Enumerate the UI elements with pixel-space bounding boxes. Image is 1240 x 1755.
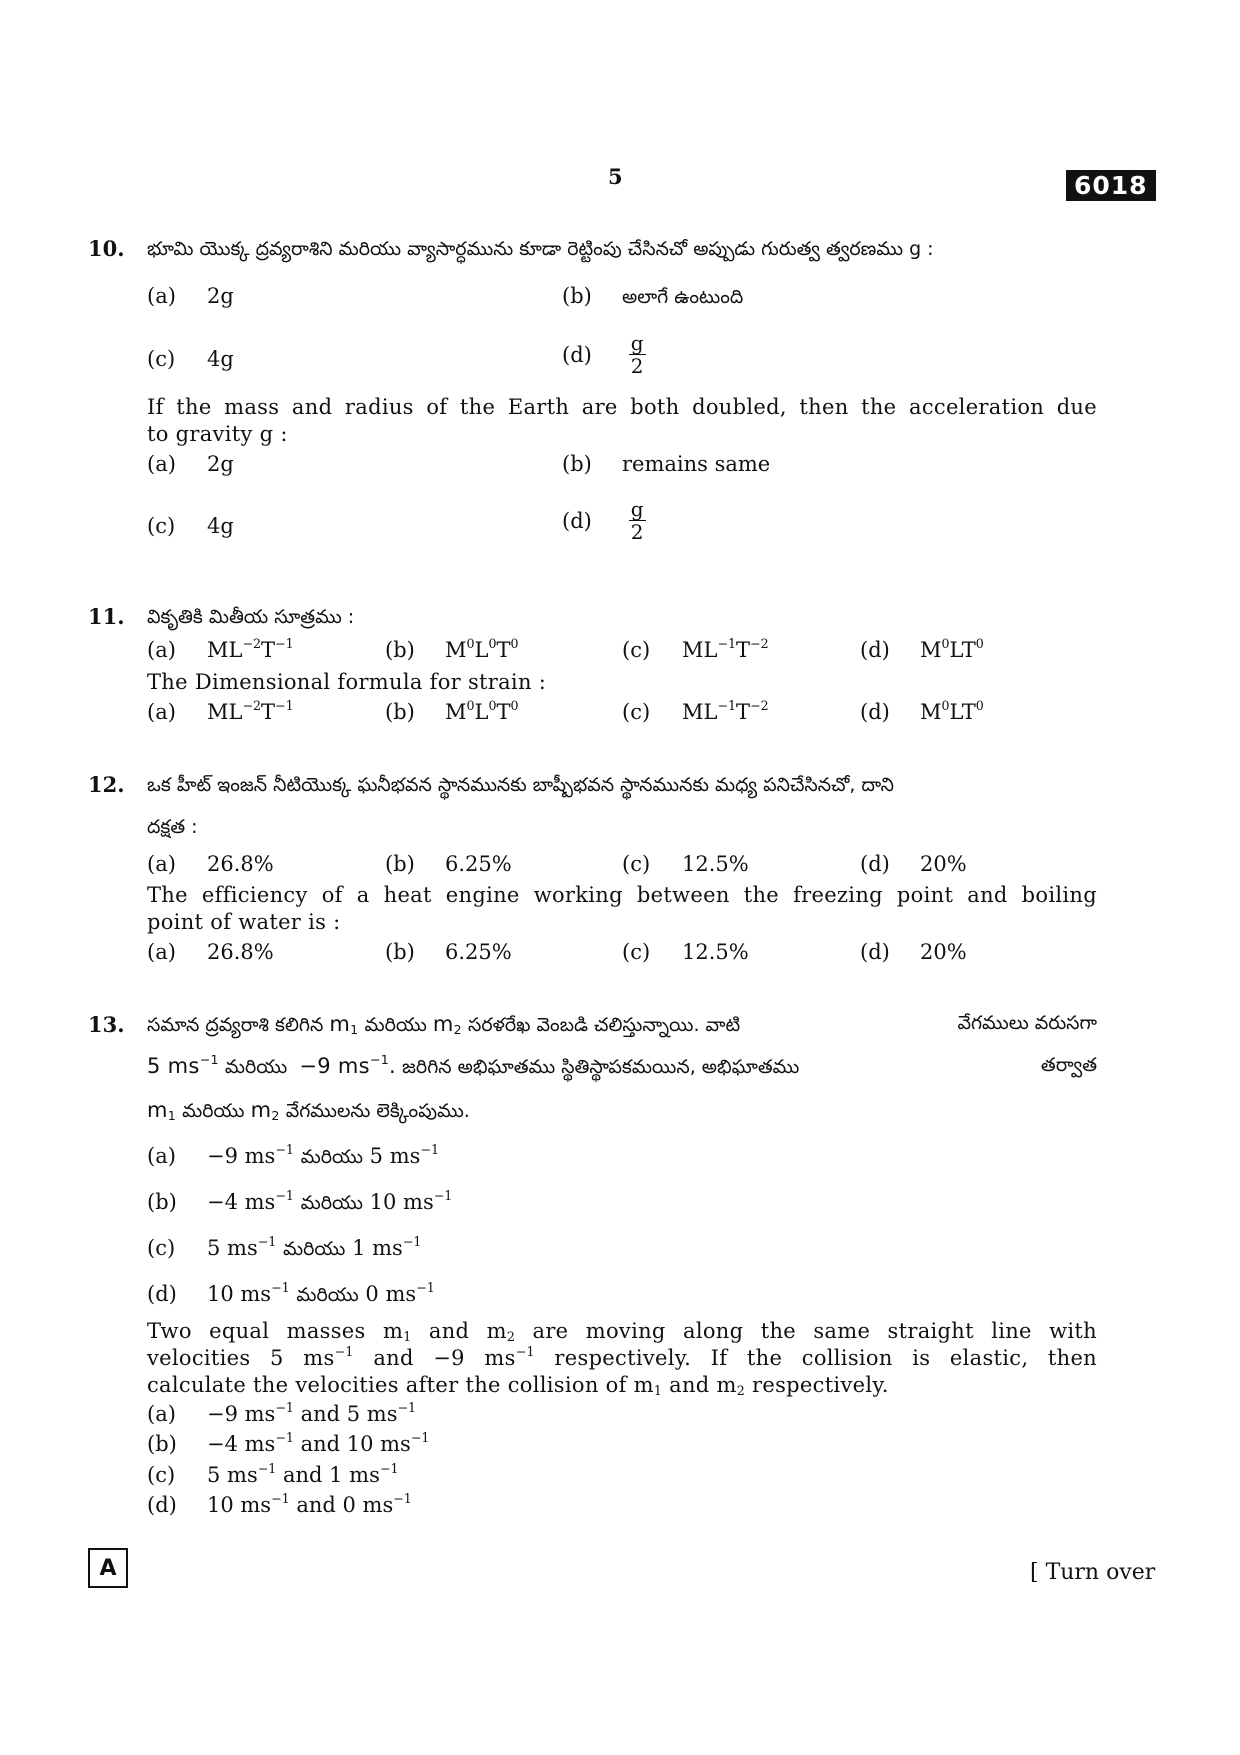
option-a: (a) 2g	[147, 284, 234, 308]
question-text-telugu: ఒక హీట్ ఇంజన్ నీటియొక్క ఘనీభవన స్థానమునకు బాష్పీభవన స్థానమునకు మధ్య పనిచేసినచో, దాని	[147, 774, 894, 796]
option-a: (a) $ML^{-2}T^{-1}$	[147, 636, 294, 662]
option-c: (c) 12.5%	[622, 940, 749, 964]
option-c: (c) 4g	[147, 347, 234, 371]
question-text-english-cont: point of water is :	[147, 910, 341, 934]
option-a: (a) −9 $ms^{-1}$ and 5 $ms^{-1}$	[147, 1400, 417, 1426]
set-label-box: A	[88, 1548, 128, 1588]
option-d: (d) $M^0LT^0$	[860, 698, 984, 724]
option-a: (a) −9 $ms^{-1}$ మరియు 5 $ms^{-1}$	[147, 1142, 439, 1168]
option-c: (c) 12.5%	[622, 852, 749, 876]
option-b: (b) $M^0L^0T^0$	[385, 636, 519, 662]
turn-over-note: [ Turn over	[1030, 1560, 1156, 1585]
option-b: (b) అలాగే ఉంటుంది	[562, 284, 744, 308]
question-number: 12.	[88, 772, 125, 797]
option-b: (b) −4 $ms^{-1}$ మరియు 10 $ms^{-1}$	[147, 1188, 453, 1214]
question-text-telugu: భూమి యొక్క ద్రవ్యరాశిని మరియు వ్యాసార్ధమును కూడా రెట్టింపు చేసినచో అప్పుడు గురుత్వ త్వరణము g :	[147, 238, 934, 260]
question-text-telugu-line3: $m_1$ మరియు $m_2$ వేగములను లెక్కింపుము.	[147, 1098, 470, 1124]
option-c: (c) 5 $ms^{-1}$ మరియు 1 $ms^{-1}$	[147, 1234, 422, 1260]
option-c: (c) $ML^{-1}T^{-2}$	[622, 636, 769, 662]
option-c: (c) 5 $ms^{-1}$ and 1 $ms^{-1}$	[147, 1461, 399, 1487]
question-text-telugu-cont: దక్షత :	[147, 816, 198, 838]
option-b: (b) $M^0L^0T^0$	[385, 698, 519, 724]
option-d: (d) $M^0LT^0$	[860, 636, 984, 662]
option-a: (a) 26.8%	[147, 852, 274, 876]
option-b: (b) 6.25%	[385, 940, 512, 964]
question-number: 10.	[88, 236, 125, 261]
question-text-english: The efficiency of a heat engine working between the freezing point and boiling	[147, 883, 1097, 907]
fraction-g-over-2: $\frac{g}{2}$	[630, 497, 644, 544]
fraction-g-over-2: $\frac{g}{2}$	[630, 331, 644, 378]
option-b: (b) −4 $ms^{-1}$ and 10 $ms^{-1}$	[147, 1430, 430, 1456]
page-number: 5	[608, 164, 623, 189]
question-text-english-cont: to gravity g :	[147, 422, 288, 446]
question-text-telugu-line2: 5 $ms^{-1}$ మరియు −9 $ms^{-1}$. జరిగిన అభిఘాతము స్థితిస్థాపకమయిన, అభిఘాతము తర్వాత	[147, 1052, 1097, 1078]
option-c: (c) 4g	[147, 514, 234, 538]
option-b: (b) 6.25%	[385, 852, 512, 876]
option-a: (a) $ML^{-2}T^{-1}$	[147, 698, 294, 724]
option-d: (d) $\frac{g}{2}$	[562, 497, 644, 544]
option-a: (a) 26.8%	[147, 940, 274, 964]
option-d: (d) $\frac{g}{2}$	[562, 331, 644, 378]
question-text-telugu: వికృతికి మితీయ సూత్రము :	[147, 606, 355, 628]
question-number: 13.	[88, 1012, 125, 1037]
question-text-english: The Dimensional formula for strain :	[147, 670, 547, 694]
question-text-english-line1: Two equal masses $m_1$ and $m_2$ are moving along the same straight line with	[147, 1319, 1097, 1345]
question-text-telugu-line1: సమాన ద్రవ్యరాశి కలిగిన $m_1$ మరియు $m_2$ సరళరేఖ వెంబడి చలిస్తున్నాయి. వాటి వేగములు వరుసగా	[147, 1012, 1097, 1038]
question-number: 11.	[88, 604, 125, 629]
option-b: (b) remains same	[562, 452, 771, 476]
option-d: (d) 10 $ms^{-1}$ మరియు 0 $ms^{-1}$	[147, 1280, 435, 1306]
option-d: (d) 20%	[860, 852, 967, 876]
option-c: (c) $ML^{-1}T^{-2}$	[622, 698, 769, 724]
question-text-english-line2: velocities 5 $ms^{-1}$ and −9 $ms^{-1}$ respectively. If the collision is elastic, then	[147, 1344, 1098, 1370]
option-a: (a) 2g	[147, 452, 234, 476]
question-text-english-line3: calculate the velocities after the collision of $m_1$ and $m_2$ respectively.	[147, 1373, 889, 1399]
question-text-english: If the mass and radius of the Earth are both doubled, then the acceleration due	[147, 395, 1097, 419]
option-d: (d) 10 $ms^{-1}$ and 0 $ms^{-1}$	[147, 1491, 412, 1517]
paper-code: 6018	[1066, 170, 1156, 201]
option-d: (d) 20%	[860, 940, 967, 964]
